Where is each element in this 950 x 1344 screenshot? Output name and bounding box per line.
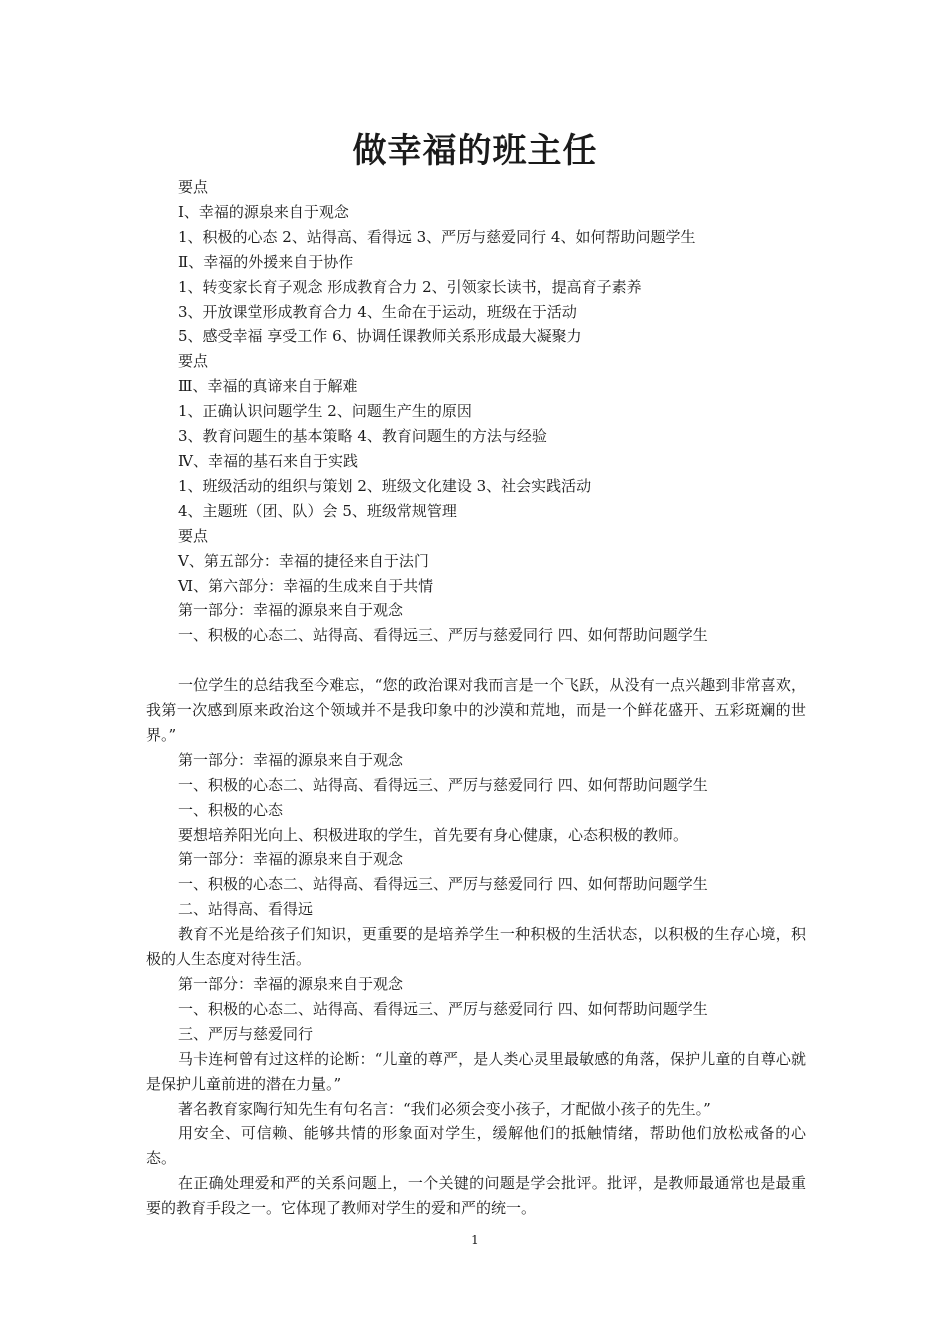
blank-line — [146, 648, 806, 673]
section-line: 第一部分：幸福的源泉来自于观念 — [178, 850, 404, 869]
section-line: 第一部分：幸福的源泉来自于观念 — [178, 974, 404, 993]
body-paragraph: 马卡连柯曾有过这样的论断：“儿童的尊严，是人类心灵里最敏感的角落，保护儿童的自尊心就是保护儿童前进的潜在力量。” — [146, 1049, 806, 1093]
body-paragraph: 一位学生的总结我至今难忘，“您的政治课对我而言是一个飞跃，从没有一点兴趣到非常喜欢，我第一次感到原来政治这个领域并不是我印象中的沙漠和荒地，而是一个鲜花盛开、五彩斑斓的世界。” — [146, 676, 806, 744]
section-line: 第一部分：幸福的源泉来自于观念 — [178, 750, 404, 769]
section-line: 一、积极的心态二、站得高、看得远三、严厉与慈爱同行 四、如何帮助问题学生 — [178, 999, 708, 1018]
page-number: 1 — [471, 1233, 479, 1247]
section-line: 一、积极的心态 — [178, 800, 284, 819]
outline-line: 4、主题班（团、队）会 5、班级常规管理 — [178, 501, 457, 520]
document-body — [146, 175, 806, 1221]
section-line: 一、积极的心态二、站得高、看得远三、严厉与慈爱同行 四、如何帮助问题学生 — [178, 875, 708, 894]
outline-line: 一、积极的心态二、站得高、看得远三、严厉与慈爱同行 四、如何帮助问题学生 — [178, 626, 708, 645]
body-paragraph: 要想培养阳光向上、积极进取的学生，首先要有身心健康，心态积极的教师。 — [178, 825, 689, 844]
section-line: 二、站得高、看得远 — [178, 900, 314, 919]
document-title: 做幸福的班主任 — [352, 131, 598, 171]
outline-line: 1、班级活动的组织与策划 2、班级文化建设 3、社会实践活动 — [178, 476, 592, 495]
outline-line: Ⅵ、第六部分：幸福的生成来自于共情 — [178, 576, 434, 595]
outline-line: Ⅱ、幸福的外援来自于协作 — [178, 252, 354, 271]
outline-line: 3、开放课堂形成教育合力 4、生命在于运动，班级在于活动 — [178, 302, 577, 321]
outline-line: Ⅲ、幸福的真谛来自于解难 — [178, 377, 358, 396]
outline-line: 第一部分：幸福的源泉来自于观念 — [178, 601, 404, 620]
outline-line: Ⅴ、第五部分：幸福的捷径来自于法门 — [178, 551, 429, 570]
outline-line: Ⅰ、幸福的源泉来自于观念 — [178, 202, 349, 221]
section-line: 三、严厉与慈爱同行 — [178, 1024, 314, 1043]
outline-line: 1、积极的心态 2、站得高、看得远 3、严厉与慈爱同行 4、如何帮助问题学生 — [178, 227, 696, 246]
outline-line: 1、正确认识问题学生 2、问题生产生的原因 — [178, 402, 472, 421]
section-line: 一、积极的心态二、站得高、看得远三、严厉与慈爱同行 四、如何帮助问题学生 — [178, 775, 708, 794]
body-paragraph: 教育不光是给孩子们知识，更重要的是培养学生一种积极的生活状态，以积极的生存心境，积极的人生态度对待生活。 — [146, 925, 806, 969]
outline-line: 要点 — [178, 352, 209, 371]
outline-line: 3、教育问题生的基本策略 4、教育问题生的方法与经验 — [178, 427, 547, 446]
body-paragraph: 著名教育家陶行知先生有句名言：“我们必须会变小孩子，才配做小孩子的先生。” — [178, 1099, 711, 1118]
outline-line: 5、感受幸福 享受工作 6、协调任课教师关系形成最大凝聚力 — [178, 327, 582, 346]
outline-line: 1、转变家长育子观念 形成教育合力 2、引领家长读书，提高育子素养 — [178, 277, 642, 296]
outline-line: 要点 — [178, 178, 209, 196]
body-paragraph: 用安全、可信赖、能够共情的形象面对学生，缓解他们的抵触情绪，帮助他们放松戒备的心态。 — [146, 1124, 806, 1168]
body-paragraph: 在正确处理爱和严的关系问题上，一个关键的问题是学会批评。批评，是教师最通常也是最重要的教育手段之一。它体现了教师对学生的爱和严的统一。 — [146, 1174, 806, 1218]
outline-line: Ⅳ、幸福的基石来自于实践 — [178, 451, 358, 470]
outline-line: 要点 — [178, 526, 209, 545]
